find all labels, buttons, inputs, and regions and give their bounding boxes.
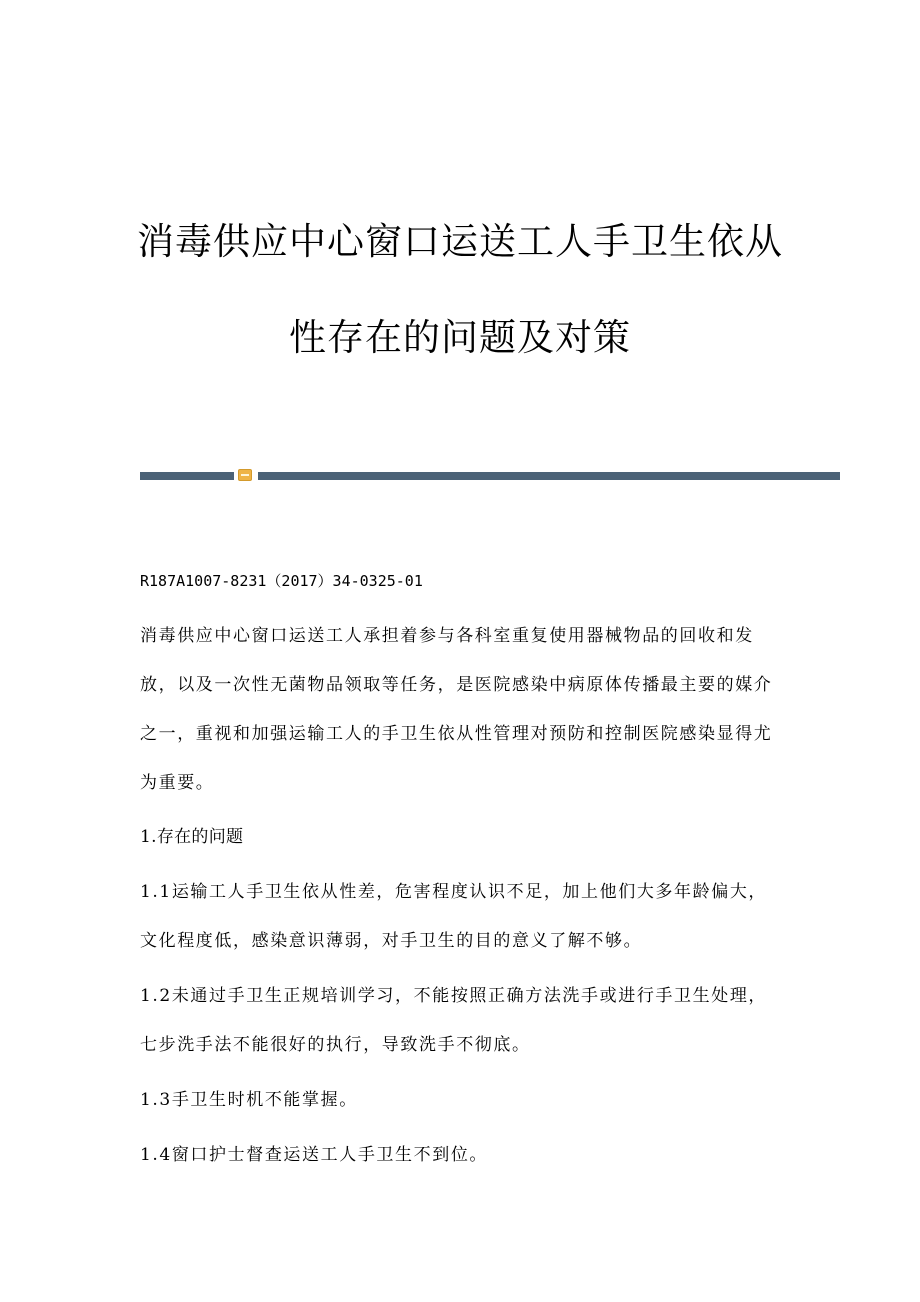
item-1-2-line-2: 七步洗手法不能很好的执行，导致洗手不彻底。 bbox=[140, 1035, 531, 1055]
divider-ornament-icon bbox=[238, 469, 252, 481]
intro-line-4: 为重要。 bbox=[140, 773, 215, 793]
document-title-line-1: 消毒供应中心窗口运送工人手卫生依从 bbox=[137, 220, 783, 263]
intro-line-2: 放，以及一次性无菌物品领取等任务，是医院感染中病原体传播最主要的媒介 bbox=[140, 675, 773, 695]
classification-code: R187A1007-8231（2017）34-0325-01 bbox=[140, 572, 423, 590]
section-heading-problems: 1.存在的问题 bbox=[140, 827, 244, 847]
document-title-line-2: 性存在的问题及对策 bbox=[289, 316, 631, 359]
intro-line-1: 消毒供应中心窗口运送工人承担着参与各科室重复使用器械物品的回收和发 bbox=[140, 626, 754, 646]
item-1-1-line-2: 文化程度低，感染意识薄弱，对手卫生的目的意义了解不够。 bbox=[140, 931, 643, 951]
title-divider bbox=[140, 468, 840, 484]
item-1-2-line-1: 1.2未通过手卫生正规培训学习，不能按照正确方法洗手或进行手卫生处理， bbox=[140, 986, 768, 1006]
intro-line-3: 之一，重视和加强运输工人的手卫生依从性管理对预防和控制医院感染显得尤 bbox=[140, 724, 773, 744]
item-1-4: 1.4窗口护士督查运送工人手卫生不到位。 bbox=[140, 1145, 489, 1165]
item-1-1-line-1: 1.1运输工人手卫生依从性差，危害程度认识不足，加上他们大多年龄偏大， bbox=[140, 882, 768, 902]
item-1-3: 1.3手卫生时机不能掌握。 bbox=[140, 1090, 358, 1110]
divider-bar-right bbox=[258, 472, 840, 480]
divider-bar-left bbox=[140, 472, 234, 480]
